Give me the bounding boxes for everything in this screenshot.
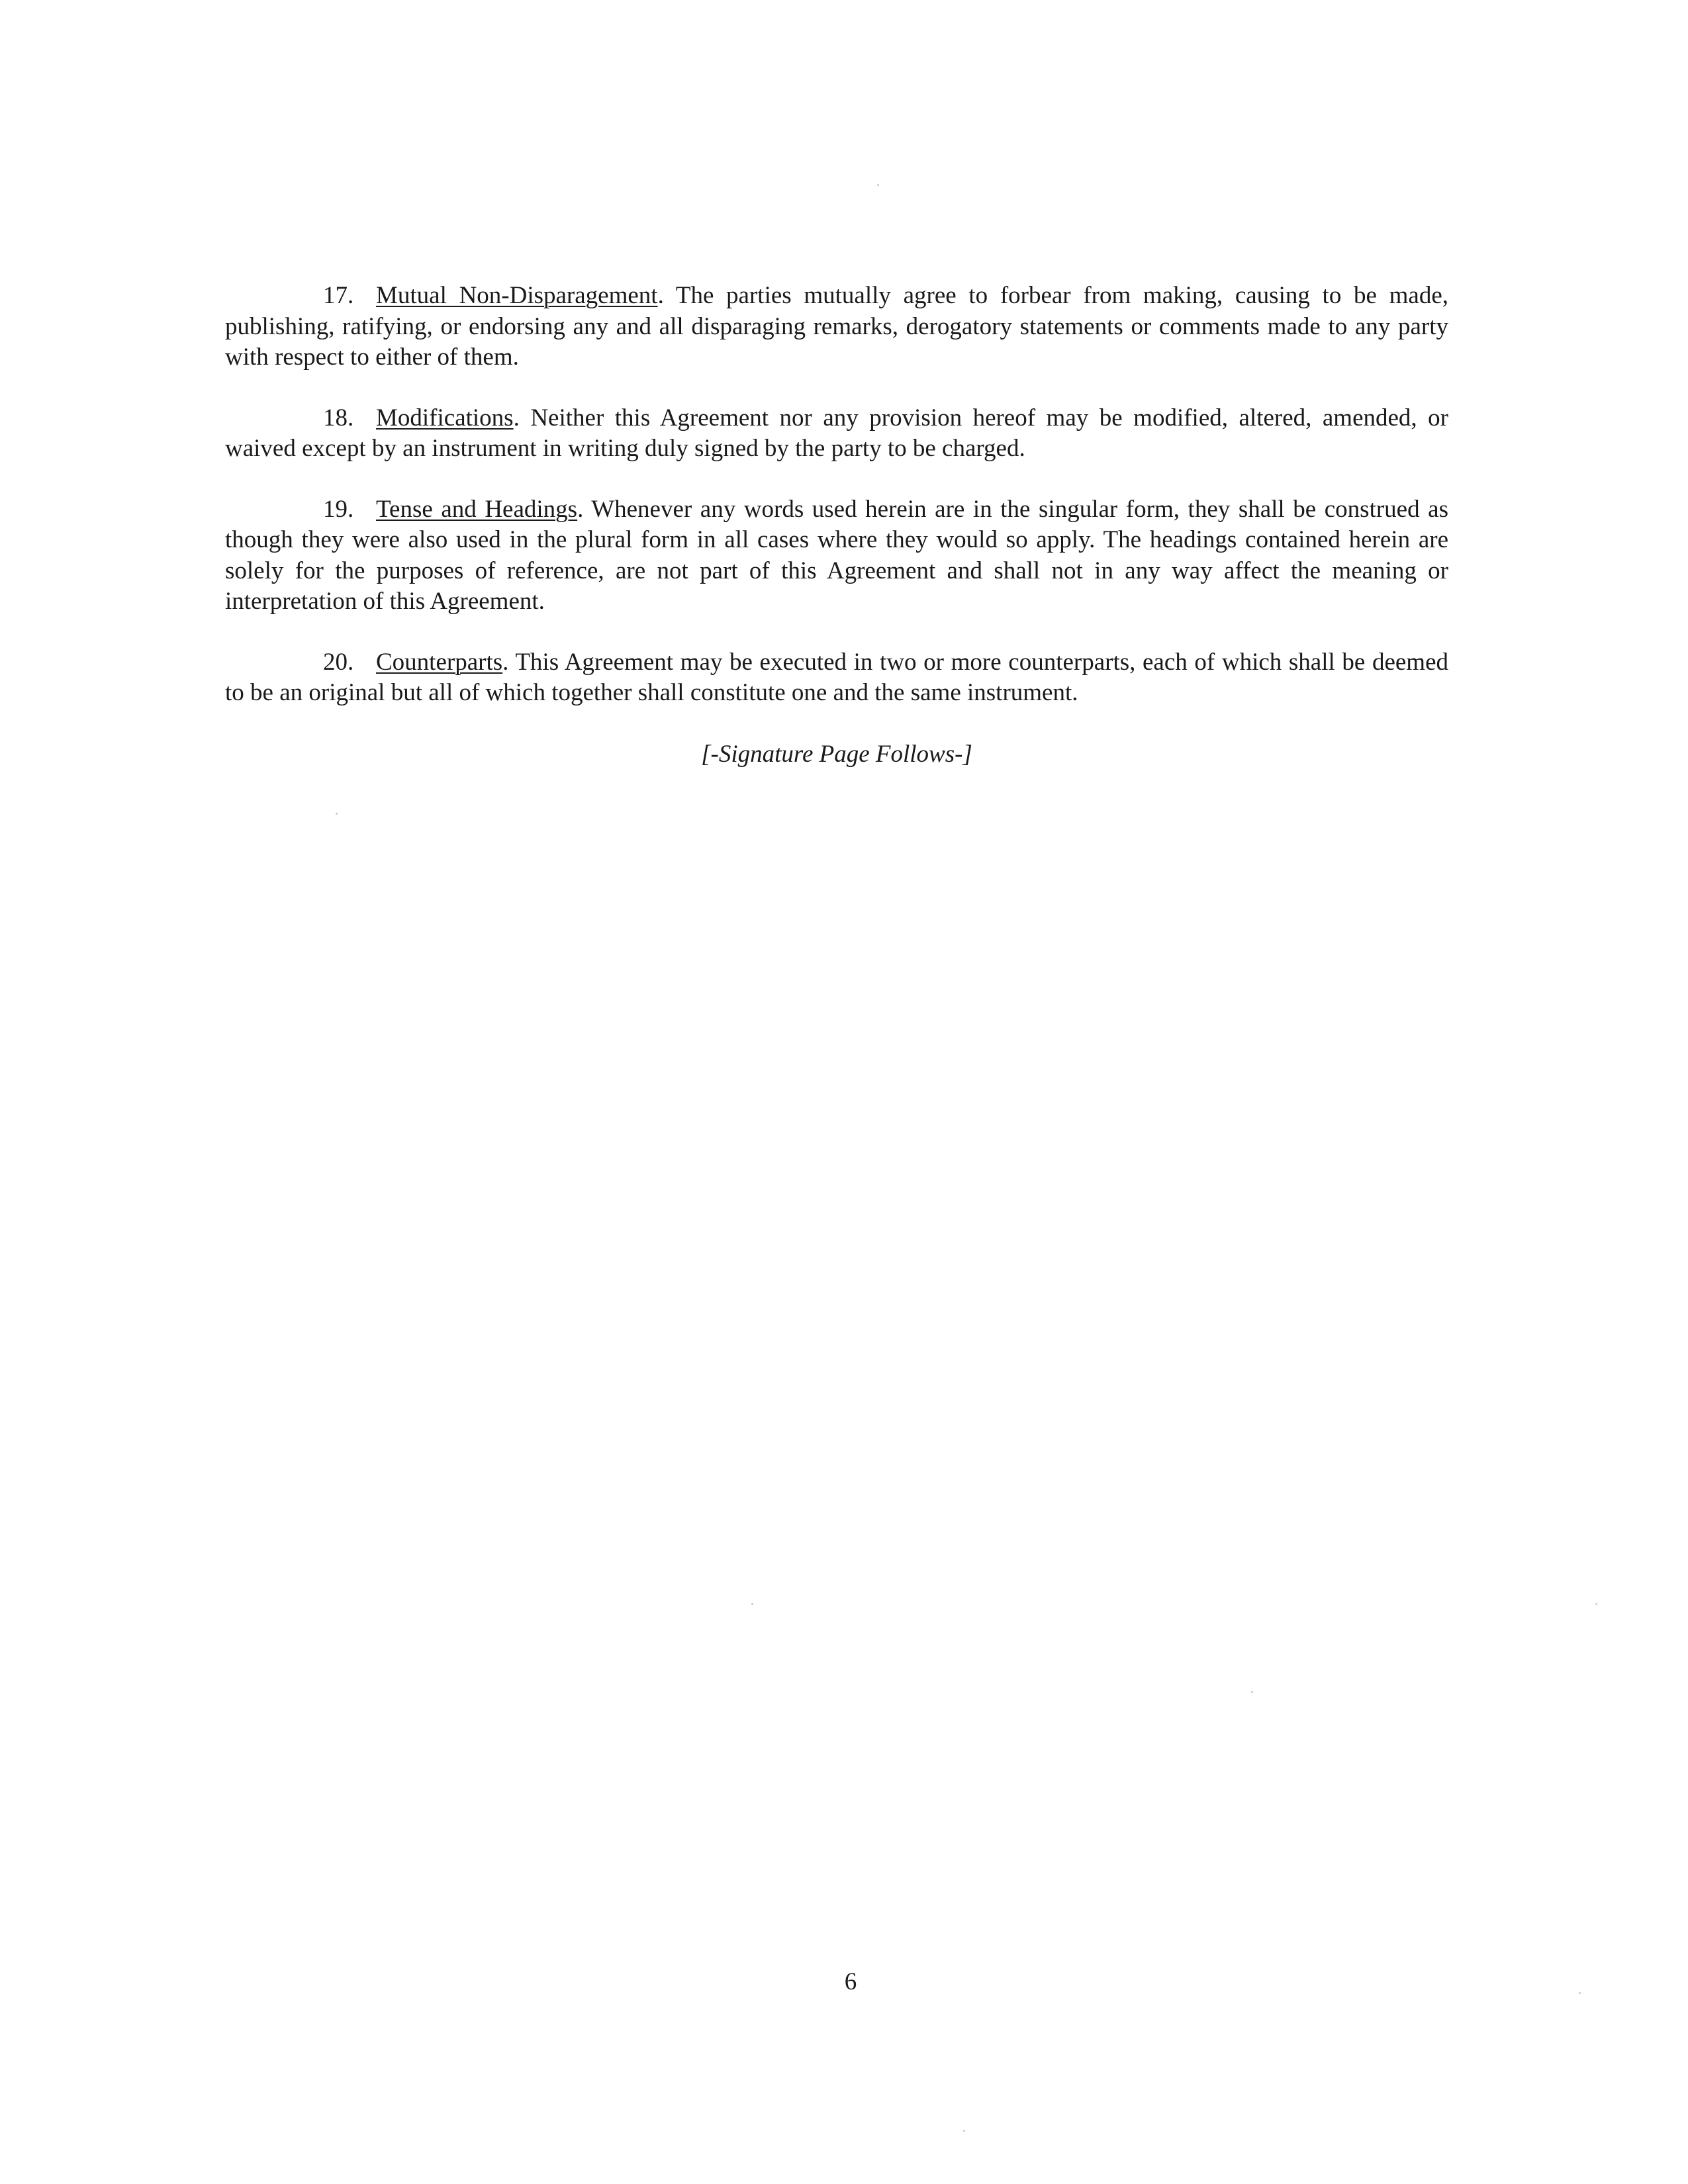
scan-speck <box>877 184 879 186</box>
clause-text: . Whenever any words used herein are in the singular form, they shall be construed as though they were also used in the plural form in all cases where they would so apply. The headings contained herein are solely for the purposes of reference, are not part of this Agreement and shall not in any way affect the meaning or interpretation of this Agreement. <box>225 495 1448 615</box>
scan-speck <box>751 1603 753 1605</box>
clause-20 <box>225 647 1448 709</box>
clause-heading: Mutual Non-Disparagement <box>376 282 658 309</box>
scan-speck <box>336 813 338 815</box>
scan-speck <box>1579 1992 1581 1994</box>
clause-19 <box>225 494 1448 617</box>
clause-18 <box>225 403 1448 465</box>
clause-number: 18. <box>323 404 354 432</box>
clause-heading: Modifications <box>376 404 514 432</box>
clause-text: . Neither this Agreement nor any provision hereof may be modified, altered, amended, or waived except by an instrument in writing duly signed by the party to be charged. <box>225 404 1448 462</box>
clause-number: 19. <box>323 495 354 523</box>
page-number-text: 6 <box>844 1968 857 1995</box>
clause-heading: Counterparts <box>376 648 503 676</box>
agreement-body <box>225 281 1448 739</box>
scan-speck <box>963 2130 965 2132</box>
clause-17 <box>225 281 1448 373</box>
signature-page-follows-note: [-Signature Page Follows-] <box>701 741 972 768</box>
clause-heading: Tense and Headings <box>376 495 578 523</box>
page-number <box>0 1967 1688 1997</box>
scan-speck <box>1251 1691 1253 1693</box>
clause-number: 20. <box>323 648 354 676</box>
clause-number: 17. <box>323 282 354 309</box>
clause-text: . This Agreement may be executed in two or more counterparts, each of which shall be deemed to be an original but all of which together shall constitute one and the same instrument. <box>225 648 1448 706</box>
scan-speck <box>1595 1603 1597 1605</box>
clause-text: . The parties mutually agree to forbear from making, causing to be made, publishing, ratifying, or endorsing any and all disparaging remarks, derogatory statements or comments made to any party with respect to either of them. <box>225 282 1448 371</box>
